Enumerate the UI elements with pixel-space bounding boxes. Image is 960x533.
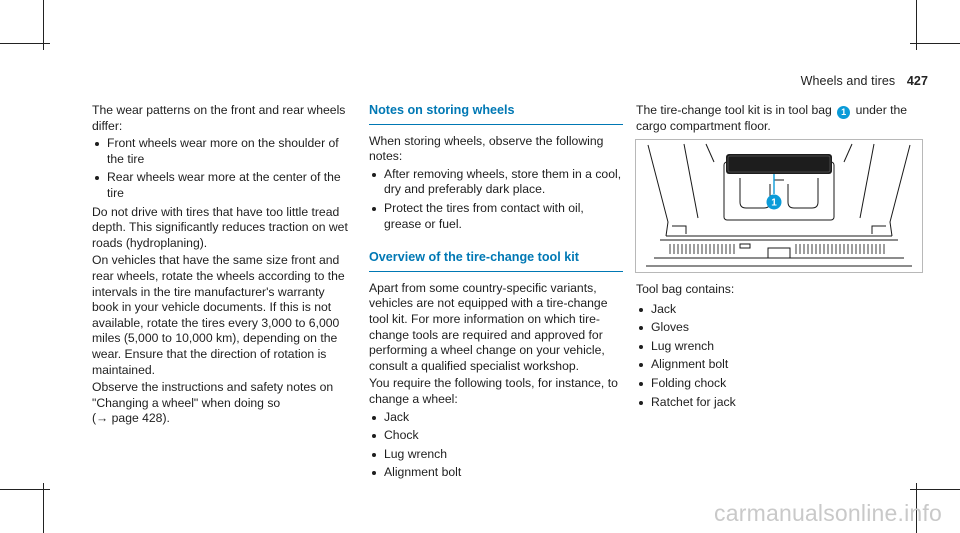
column-3-list — [636, 282, 921, 413]
crop-mark — [910, 489, 960, 490]
bullet-icon — [372, 207, 376, 211]
list-item: Lug wrench — [636, 339, 921, 355]
column-1 — [92, 103, 350, 429]
bullet-icon — [639, 363, 643, 367]
list-item: Ratchet for jack — [636, 395, 921, 411]
bullet-icon — [372, 416, 376, 420]
watermark: carmanualsonline.info — [714, 500, 942, 526]
bullet-icon — [639, 345, 643, 349]
callout-number: 1 — [771, 197, 777, 209]
column-2 — [369, 103, 623, 484]
paragraph: Do not drive with tires that have too little tread depth. This significantly reduces traction on wet roads (hydroplaning). — [92, 204, 348, 250]
list-item: Alignment bolt — [636, 357, 921, 373]
paragraph: Observe the instructions and safety notes on "Changing a wheel" when doing so (→ page 428). — [92, 380, 334, 426]
bullet-icon — [372, 173, 376, 177]
cargo-compartment-figure — [635, 139, 923, 273]
paragraph: Apart from some country-specific variants, vehicles are not equipped with a tire-change tool kit. For more information on which tire-change tools are required and approved for performing a wheel change on your vehicle, consult a qualified specialist workshop. — [369, 280, 608, 373]
bullet-icon — [372, 471, 376, 475]
list-item: Folding chock — [636, 376, 921, 392]
page-reference-link[interactable]: (→ page 428). — [92, 411, 170, 426]
paragraph: When storing wheels, observe the following notes: — [369, 133, 604, 164]
paragraph: You require the following tools, for instance, to change a wheel: — [369, 376, 618, 406]
list-item: Front wheels wear more on the shoulder of the tire — [92, 136, 350, 167]
list-item: Gloves — [636, 320, 921, 336]
bullet-icon — [95, 176, 99, 180]
bullet-icon — [639, 382, 643, 386]
list-item: Jack — [369, 410, 623, 426]
crop-mark — [43, 483, 44, 533]
list-item: After removing wheels, store them in a cool, dry and preferably dark place. — [369, 167, 623, 198]
bullet-icon — [639, 401, 643, 405]
section-heading: Overview of the tire-change tool kit — [369, 250, 623, 272]
paragraph: On vehicles that have the same size front and rear wheels, rotate the wheels according to the intervals in the tire manufacturer's warranty book in your vehicle documents. If this is not available, rotate the tires every 3,000 to 6,000 miles (5,000 to 10,000 km), depending on the wear. Ensure that the direction of rotation is maintained. — [92, 253, 345, 377]
paragraph: Tool bag contains: — [636, 282, 735, 296]
column-3-intro — [636, 103, 921, 137]
list-item: Rear wheels wear more at the center of the tire — [92, 170, 350, 201]
list-item: Jack — [636, 302, 921, 318]
cargo-compartment-illustration — [636, 140, 922, 272]
list-item: Alignment bolt — [369, 465, 623, 481]
paragraph: The wear patterns on the front and rear wheels differ: — [92, 103, 346, 133]
header-title: Wheels and tires — [800, 74, 896, 88]
list-item: Chock — [369, 428, 623, 444]
bullet-icon — [95, 142, 99, 146]
bullet-icon — [639, 308, 643, 312]
list-item: Lug wrench — [369, 447, 623, 463]
bullet-icon — [372, 434, 376, 438]
callout-badge: 1 — [837, 106, 850, 119]
page-number: 427 — [906, 74, 928, 88]
bullet-icon — [639, 326, 643, 330]
section-heading: Notes on storing wheels — [369, 103, 623, 125]
crop-mark — [910, 43, 960, 44]
grille-vents — [670, 244, 884, 254]
list-item: Protect the tires from contact with oil, grease or fuel. — [369, 201, 623, 232]
crop-mark — [0, 489, 50, 490]
bullet-icon — [372, 453, 376, 457]
crop-mark — [0, 43, 50, 44]
page-header — [801, 74, 928, 88]
paragraph: The tire-change tool kit is in tool bag 1 under the cargo compartment floor. — [636, 103, 908, 133]
